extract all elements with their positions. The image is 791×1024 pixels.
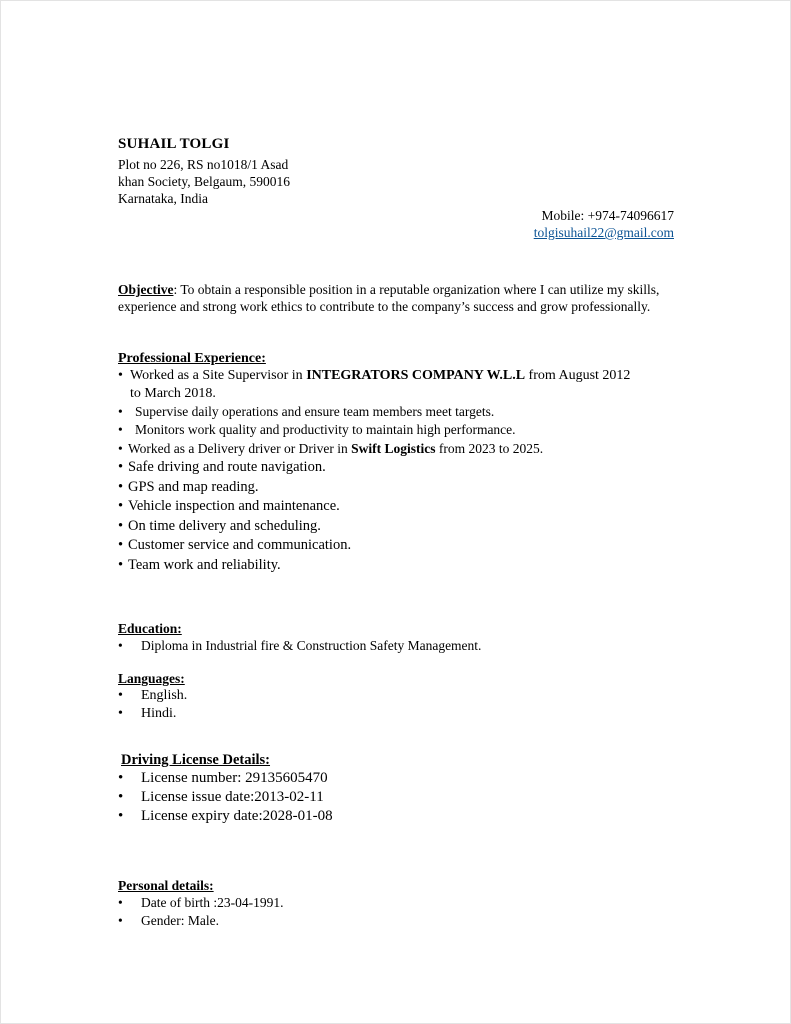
job2-title [118, 439, 643, 458]
job2-title-suffix: from 2023 to 2025. [435, 441, 544, 456]
driving-license-heading: Driving License Details: [121, 752, 271, 768]
job2-title-prefix: Worked as a Delivery driver or Driver in [128, 441, 352, 456]
job1-title-suffix: from August 2012 to March 2018. [130, 368, 631, 401]
languages-heading: Languages: [118, 671, 185, 686]
job1-title-prefix: Worked as a Site Supervisor in [130, 368, 307, 383]
objective-body: : To obtain a responsible position in a reputable organization where I can utilize my skills, experience and strong work ethics to contribute to the company’s success and grow professionally. [118, 282, 660, 314]
list-item: • English. [118, 687, 674, 705]
email-link[interactable]: tolgisuhail22@gmail.com [533, 225, 674, 240]
list-item: • Vehicle inspection and maintenance. [118, 497, 643, 517]
address-line-1: Plot no 226, RS no1018/1 Asad [118, 157, 289, 172]
experience-heading: Professional Experience: [118, 351, 266, 366]
list-item: • Supervise daily operations and ensure team members meet targets. [118, 403, 643, 421]
personal-details-list [118, 894, 674, 930]
list-item: • License expiry date:2028-01-08 [118, 807, 674, 826]
mobile-number: Mobile: +974-74096617 [541, 208, 674, 223]
list-item: • Diploma in Industrial fire & Construction Safety Management. [118, 637, 674, 655]
job1-sub-duty-list [118, 403, 643, 439]
list-item: • Safe driving and route navigation. [118, 458, 643, 478]
candidate-name: SUHAIL TOLGI [118, 136, 230, 152]
job1-company: INTEGRATORS COMPANY W.L.L [306, 368, 526, 383]
education-list [118, 637, 674, 655]
education-heading: Education: [118, 621, 182, 636]
list-item: • Gender: Male. [118, 912, 674, 930]
list-item: • License issue date:2013-02-11 [118, 788, 674, 807]
list-item: • GPS and map reading. [118, 478, 643, 498]
job1-title [118, 367, 643, 403]
list-item: • Team work and reliability. [118, 556, 643, 576]
personal-details-heading: Personal details: [118, 878, 214, 893]
address-line-3: Karnataka, India [118, 191, 208, 206]
list-item: • Customer service and communication. [118, 536, 643, 556]
driving-license-list [118, 769, 674, 826]
list-item: • License number: 29135605470 [118, 769, 674, 788]
objective-heading: Objective [118, 282, 174, 297]
job1-duty-list [118, 367, 643, 403]
job2-duty-list [118, 439, 643, 575]
objective-text [118, 281, 678, 315]
contact-block [118, 207, 674, 241]
address-line-2: khan Society, Belgaum, 590016 [118, 174, 290, 189]
list-item: • On time delivery and scheduling. [118, 517, 643, 537]
job2-company: Swift Logistics [351, 441, 436, 456]
list-item: • Monitors work quality and productivity to maintain high performance. [118, 421, 643, 439]
list-item: • Date of birth :23-04-1991. [118, 894, 674, 912]
list-item: • Hindi. [118, 705, 674, 723]
languages-list [118, 687, 674, 722]
